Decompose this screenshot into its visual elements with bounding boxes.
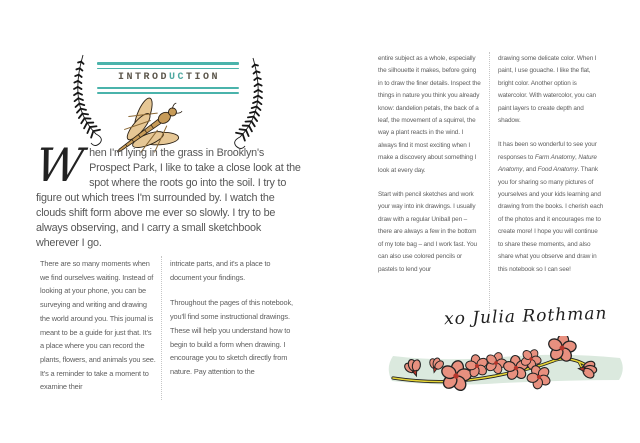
paragraph	[40, 257, 156, 394]
text-segment: TION	[186, 72, 221, 83]
text-segment: intricate parts, and it's a place to document your findings.	[170, 259, 271, 282]
text-segment: Food Anatomy	[537, 166, 578, 174]
text-segment: entire subject as a whole, especially the silhouette it makes, before going in to draw the finer details. Inspect the things in nature you think you already know: dandelion petals, the back of a leaf, the movement of a squirrel, the way a plant reacts in the wind. I always find it most exciting when I make a discovery about something I look at every day.	[378, 55, 481, 174]
page-title	[99, 72, 239, 84]
paragraph	[498, 53, 604, 127]
left-page-column-1	[40, 257, 156, 394]
text-segment: UC	[168, 72, 186, 83]
text-segment: Farm Anatomy	[534, 153, 576, 161]
left-page-column-2	[170, 257, 294, 379]
text-segment: Nature Anatomy	[498, 153, 597, 174]
flower-branch-icon	[383, 336, 628, 406]
author-signature: xo Julia Rothman	[443, 303, 608, 330]
text-segment: drawing some delicate color. When I paint, I use gouache. I like the flat, bright color. Another option is watercolor. With watercolor, you can paint layers to create depth and shadow.	[498, 55, 597, 125]
opening-paragraph	[33, 138, 306, 251]
paragraph	[378, 189, 482, 276]
text-segment: It has been so wonderful to see your responses to	[498, 141, 597, 161]
banner-rule-top	[97, 62, 239, 65]
text-segment: , and	[522, 166, 538, 174]
right-page	[320, 0, 640, 443]
paragraph	[378, 53, 482, 177]
banner-rule-top-thin	[97, 68, 239, 70]
paragraph	[170, 296, 294, 378]
text-segment: There are so many moments when we find ourselves waiting. Instead of looking at your phone, you can be surveying and writing and drawing the world around you. This journal is meant to be a guide for just that. It's a place where you can record the plants, flowers, and animals you see. It's a reminder to take a moment to examine their	[40, 259, 156, 392]
paragraph	[498, 139, 604, 275]
right-page-column-1	[378, 53, 482, 276]
text-segment: Throughout the pages of this notebook, you'll find some instructional drawings. These will help you understand how to begin to build a form when drawing. I encourage you to sketch directly from nature. Pay attention to the	[170, 298, 293, 376]
paragraph	[170, 257, 294, 284]
drop-cap: W	[33, 138, 86, 192]
right-page-column-2	[498, 53, 604, 276]
text-segment: . Thank you for sharing so many pictures of yourselves and your kids learning and drawing from the books. I cherish each of the photos and it encourages me to create more! I hope you will continue to share these moments, and also share what you observe and draw in this notebook so I can see!	[498, 166, 604, 273]
text-segment: ,	[575, 153, 579, 161]
column-divider	[489, 52, 490, 312]
text-segment: INTROD	[117, 72, 169, 83]
opening-text: hen I'm lying in the grass in Brooklyn's Prospect Park, I like to take a close look at the spot where the roots go into the soil. I try to figure out which trees I'm surrounded by. I watch the clouds shift form above me ever so slowly. I try to be always observing, and I carry a small sketchbook wherever I go.	[36, 147, 301, 249]
text-segment: Start with pencil sketches and work your way into ink drawings. I usually draw with a regular Uniball pen – there are always a few in the bottom of my tote bag – and I work fast. You can also use colored pencils or pastels to lend your	[378, 191, 477, 273]
column-divider	[161, 256, 162, 400]
